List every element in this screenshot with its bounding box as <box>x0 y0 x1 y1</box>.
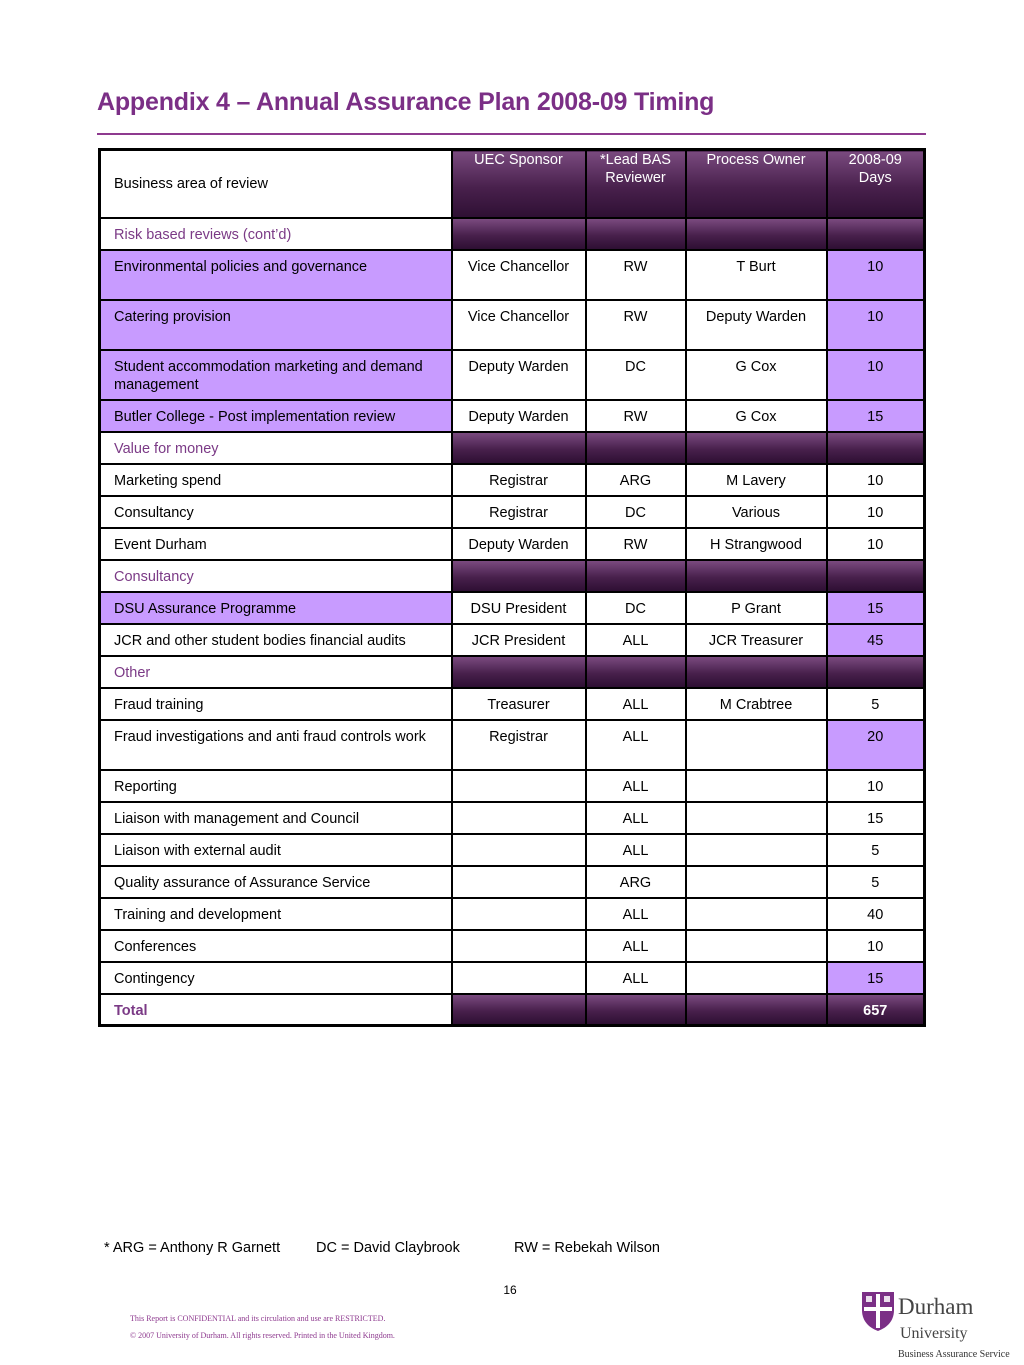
table-row <box>100 350 925 400</box>
header-lead-reviewer: *Lead BAS Reviewer <box>586 150 686 218</box>
title-divider <box>97 133 926 135</box>
cell-process-owner <box>686 930 827 962</box>
cell-process-owner <box>686 720 827 770</box>
cell-lead-reviewer <box>586 656 686 688</box>
cell-days: 15 <box>827 962 925 994</box>
cell-lead-reviewer <box>586 994 686 1026</box>
table-row <box>100 962 925 994</box>
cell-business-area: Reporting <box>100 770 452 802</box>
cell-business-area: Environmental policies and governance <box>100 250 452 300</box>
cell-lead-reviewer: RW <box>586 400 686 432</box>
total-days: 657 <box>827 994 925 1026</box>
cell-process-owner <box>686 866 827 898</box>
page-title: Appendix 4 – Annual Assurance Plan 2008-09 Timing <box>97 88 715 116</box>
cell-lead-reviewer: ALL <box>586 802 686 834</box>
cell-uec-sponsor: Registrar <box>452 720 586 770</box>
cell-uec-sponsor <box>452 898 586 930</box>
section-row <box>100 656 925 688</box>
cell-process-owner <box>686 560 827 592</box>
header-uec-sponsor: UEC Sponsor <box>452 150 586 218</box>
table-row <box>100 250 925 300</box>
header-process-owner: Process Owner <box>686 150 827 218</box>
section-label: Value for money <box>100 432 452 464</box>
section-row <box>100 218 925 250</box>
cell-business-area: Consultancy <box>100 496 452 528</box>
durham-crest-icon <box>860 1290 896 1332</box>
cell-lead-reviewer: RW <box>586 300 686 350</box>
table-row <box>100 770 925 802</box>
cell-process-owner: T Burt <box>686 250 827 300</box>
cell-lead-reviewer: ARG <box>586 866 686 898</box>
cell-uec-sponsor <box>452 930 586 962</box>
cell-days <box>827 218 925 250</box>
table-row <box>100 930 925 962</box>
cell-days: 40 <box>827 898 925 930</box>
cell-lead-reviewer <box>586 560 686 592</box>
cell-days: 10 <box>827 770 925 802</box>
section-row <box>100 560 925 592</box>
durham-university-logo <box>858 1288 1023 1363</box>
table-row <box>100 528 925 560</box>
cell-business-area: Marketing spend <box>100 464 452 496</box>
cell-process-owner <box>686 802 827 834</box>
cell-business-area: DSU Assurance Programme <box>100 592 452 624</box>
cell-process-owner: Deputy Warden <box>686 300 827 350</box>
cell-business-area: Contingency <box>100 962 452 994</box>
table-row <box>100 624 925 656</box>
cell-days: 10 <box>827 496 925 528</box>
cell-lead-reviewer: ALL <box>586 624 686 656</box>
cell-uec-sponsor <box>452 770 586 802</box>
cell-lead-reviewer <box>586 218 686 250</box>
cell-lead-reviewer: ALL <box>586 720 686 770</box>
table-body <box>100 218 925 1026</box>
cell-uec-sponsor: Deputy Warden <box>452 528 586 560</box>
cell-lead-reviewer: DC <box>586 592 686 624</box>
cell-business-area: Fraud investigations and anti fraud controls work <box>100 720 452 770</box>
cell-process-owner: G Cox <box>686 350 827 400</box>
cell-lead-reviewer <box>586 432 686 464</box>
cell-days: 5 <box>827 834 925 866</box>
cell-business-area: Butler College - Post implementation review <box>100 400 452 432</box>
cell-days: 10 <box>827 930 925 962</box>
page-number: 16 <box>503 1283 517 1297</box>
cell-uec-sponsor <box>452 834 586 866</box>
table-row <box>100 866 925 898</box>
cell-uec-sponsor <box>452 962 586 994</box>
table-row <box>100 592 925 624</box>
cell-uec-sponsor: JCR President <box>452 624 586 656</box>
logo-university-text: University <box>900 1325 968 1342</box>
table-row <box>100 464 925 496</box>
cell-days: 10 <box>827 300 925 350</box>
cell-process-owner <box>686 218 827 250</box>
cell-business-area: Liaison with external audit <box>100 834 452 866</box>
cell-uec-sponsor: Deputy Warden <box>452 400 586 432</box>
cell-process-owner: JCR Treasurer <box>686 624 827 656</box>
assurance-plan-table <box>98 148 926 1027</box>
cell-process-owner: H Strangwood <box>686 528 827 560</box>
cell-lead-reviewer: ALL <box>586 930 686 962</box>
cell-days: 20 <box>827 720 925 770</box>
table-row <box>100 802 925 834</box>
table-row <box>100 898 925 930</box>
table-header-row <box>100 150 925 218</box>
cell-business-area: Event Durham <box>100 528 452 560</box>
cell-process-owner: M Crabtree <box>686 688 827 720</box>
cell-lead-reviewer: RW <box>586 250 686 300</box>
cell-days: 10 <box>827 464 925 496</box>
cell-days <box>827 656 925 688</box>
cell-process-owner <box>686 834 827 866</box>
cell-uec-sponsor: DSU President <box>452 592 586 624</box>
cell-days: 10 <box>827 350 925 400</box>
cell-process-owner <box>686 432 827 464</box>
cell-lead-reviewer: ALL <box>586 898 686 930</box>
table-row <box>100 300 925 350</box>
cell-business-area: Fraud training <box>100 688 452 720</box>
section-label: Other <box>100 656 452 688</box>
cell-business-area: Student accommodation marketing and demand management <box>100 350 452 400</box>
cell-uec-sponsor: Registrar <box>452 464 586 496</box>
total-label: Total <box>100 994 452 1026</box>
cell-uec-sponsor: Vice Chancellor <box>452 300 586 350</box>
cell-days: 15 <box>827 400 925 432</box>
cell-days <box>827 432 925 464</box>
cell-process-owner <box>686 994 827 1026</box>
cell-uec-sponsor <box>452 432 586 464</box>
cell-lead-reviewer: ARG <box>586 464 686 496</box>
cell-process-owner: Various <box>686 496 827 528</box>
cell-uec-sponsor <box>452 802 586 834</box>
cell-days: 45 <box>827 624 925 656</box>
section-row <box>100 432 925 464</box>
cell-process-owner: G Cox <box>686 400 827 432</box>
cell-lead-reviewer: ALL <box>586 688 686 720</box>
cell-lead-reviewer: ALL <box>586 962 686 994</box>
footnote-arg: * ARG = Anthony R Garnett <box>104 1240 281 1256</box>
cell-business-area: JCR and other student bodies financial audits <box>100 624 452 656</box>
cell-uec-sponsor: Treasurer <box>452 688 586 720</box>
cell-process-owner: M Lavery <box>686 464 827 496</box>
copyright-notice: © 2007 University of Durham. All rights reserved. Printed in the United Kingdom. <box>130 1331 395 1340</box>
cell-lead-reviewer: ALL <box>586 834 686 866</box>
header-days: 2008-09 Days <box>827 150 925 218</box>
table-row <box>100 720 925 770</box>
cell-uec-sponsor <box>452 866 586 898</box>
logo-service-text: Business Assurance Service <box>898 1349 1010 1360</box>
cell-lead-reviewer: RW <box>586 528 686 560</box>
cell-lead-reviewer: DC <box>586 496 686 528</box>
logo-durham-text: Durham <box>898 1294 974 1319</box>
section-label: Risk based reviews (cont’d) <box>100 218 452 250</box>
cell-uec-sponsor: Deputy Warden <box>452 350 586 400</box>
cell-days: 15 <box>827 592 925 624</box>
footnote-dc: DC = David Claybrook <box>316 1240 460 1256</box>
cell-process-owner: P Grant <box>686 592 827 624</box>
cell-days: 5 <box>827 688 925 720</box>
cell-business-area: Catering provision <box>100 300 452 350</box>
cell-lead-reviewer: ALL <box>586 770 686 802</box>
cell-business-area: Training and development <box>100 898 452 930</box>
cell-process-owner <box>686 656 827 688</box>
cell-uec-sponsor <box>452 560 586 592</box>
table-row <box>100 400 925 432</box>
table-row <box>100 496 925 528</box>
table-row <box>100 834 925 866</box>
cell-process-owner <box>686 962 827 994</box>
cell-uec-sponsor: Vice Chancellor <box>452 250 586 300</box>
cell-uec-sponsor <box>452 656 586 688</box>
cell-business-area: Liaison with management and Council <box>100 802 452 834</box>
cell-days: 10 <box>827 528 925 560</box>
footnote-rw: RW = Rebekah Wilson <box>514 1240 660 1256</box>
table-row <box>100 688 925 720</box>
total-row <box>100 994 925 1026</box>
cell-days <box>827 560 925 592</box>
cell-days: 5 <box>827 866 925 898</box>
cell-uec-sponsor <box>452 994 586 1026</box>
cell-uec-sponsor <box>452 218 586 250</box>
cell-business-area: Quality assurance of Assurance Service <box>100 866 452 898</box>
cell-business-area: Conferences <box>100 930 452 962</box>
header-business-area: Business area of review <box>100 150 452 218</box>
section-label: Consultancy <box>100 560 452 592</box>
cell-process-owner <box>686 898 827 930</box>
cell-process-owner <box>686 770 827 802</box>
cell-days: 15 <box>827 802 925 834</box>
cell-uec-sponsor: Registrar <box>452 496 586 528</box>
confidential-notice: This Report is CONFIDENTIAL and its circulation and use are RESTRICTED. <box>130 1314 386 1323</box>
cell-lead-reviewer: DC <box>586 350 686 400</box>
cell-days: 10 <box>827 250 925 300</box>
